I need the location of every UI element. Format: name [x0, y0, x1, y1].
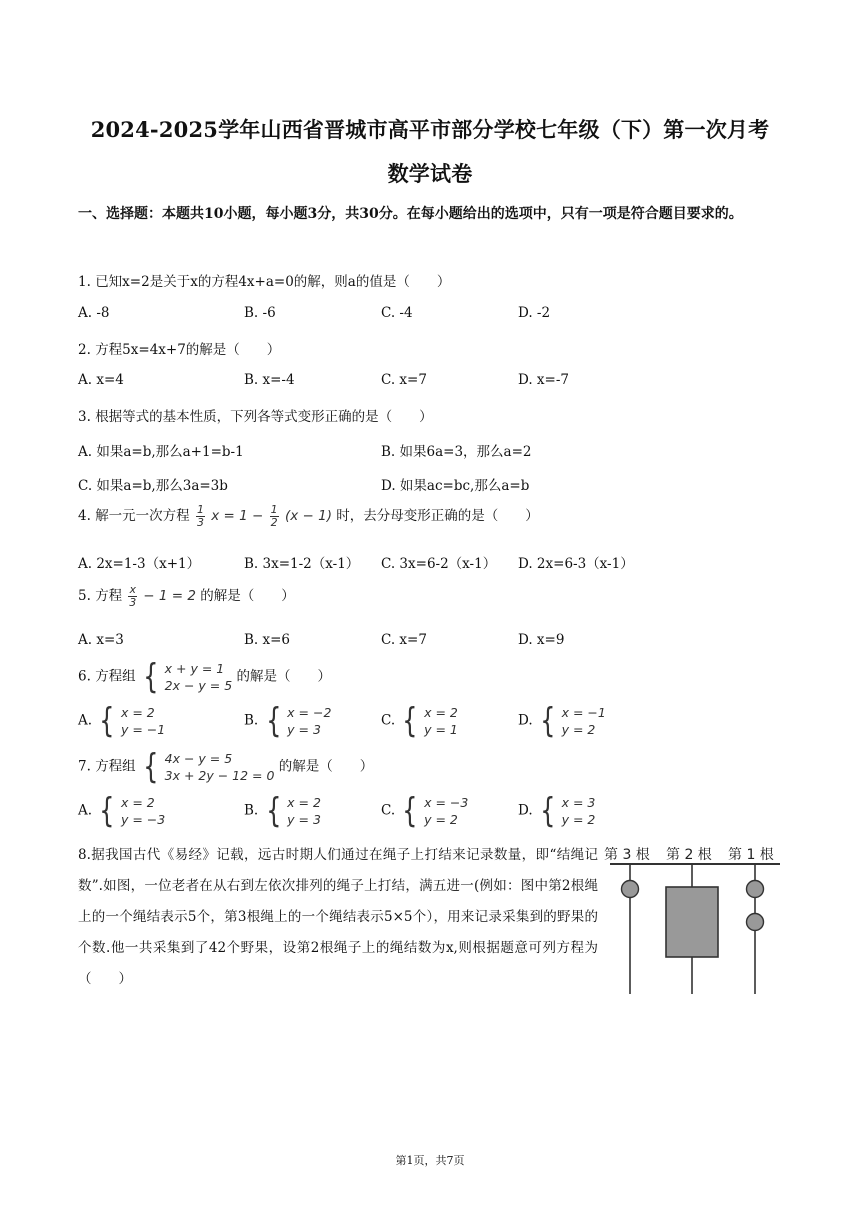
- fraction-one-half: $\frac{1}{2}$: [270, 503, 278, 529]
- question-text: 已知x=2是关于x的方程4x+a=0的解，则a的值是（ ）: [95, 274, 451, 290]
- question-text: 方程5x=4x+7的解是（ ）: [95, 342, 281, 358]
- option-a: A. 如果a=b,那么a+1=b-1: [78, 444, 244, 460]
- question-number: 6.: [78, 668, 91, 685]
- equation-system: { x + y = 1 2x − y = 5: [143, 657, 233, 697]
- question-number: 2.: [78, 342, 91, 358]
- option-c: C. { x = −3 y = 2: [381, 791, 469, 831]
- left-brace: {: [265, 701, 281, 741]
- question-number: 8.: [78, 847, 91, 863]
- option-b: B. 3x=1-2（x-1）: [244, 556, 360, 572]
- question-text-after: 的解是（ ）: [236, 668, 331, 685]
- question-2: [78, 338, 280, 358]
- option-b: B. x=-4: [244, 372, 295, 388]
- page-footer: 第1页，共7页: [395, 1154, 465, 1167]
- question-number: 4.: [78, 508, 91, 524]
- equation-system: { 4x − y = 5 3x + 2y − 12 = 0: [143, 747, 275, 787]
- rope-3-label: 第 3 根: [604, 847, 650, 863]
- option-a: A. -8: [78, 305, 110, 321]
- left-brace: {: [143, 747, 159, 787]
- fraction-one-third: $\frac{1}{3}$: [196, 503, 204, 529]
- rope-2-knot-block: [666, 887, 718, 957]
- option-d: D. { x = −1 y = 2: [518, 701, 606, 741]
- option-c: C. 3x=6-2（x-1）: [381, 556, 497, 572]
- question-3: [78, 405, 433, 425]
- section-heading: 一、选择题：本题共10小题，每小题3分，共30分。在每小题给出的选项中，只有一项是符合题目要求的。: [78, 206, 743, 222]
- left-brace: {: [540, 701, 556, 741]
- option-c: C. x=7: [381, 632, 427, 648]
- rope-3-knot: [622, 881, 639, 898]
- rope-1-knot-1: [747, 881, 764, 898]
- rope-1-knot-2: [747, 914, 764, 931]
- option-d: D. { x = 3 y = 2: [518, 791, 596, 831]
- knot-rope-figure: [600, 840, 785, 1000]
- option-d: D. x=-7: [518, 372, 570, 388]
- option-b: B. x=6: [244, 632, 291, 648]
- rope-drawing: [600, 840, 785, 1000]
- question-number: 1.: [78, 274, 91, 290]
- option-a: A. x=3: [78, 632, 124, 648]
- option-c: C. 如果a=b,那么3a=3b: [78, 478, 228, 494]
- option-d: D. 2x=6-3（x-1）: [518, 556, 634, 572]
- question-text-before: 方程: [95, 588, 123, 604]
- question-text-after: 时，去分母变形正确的是（ ）: [336, 508, 539, 524]
- question-1: [78, 270, 450, 290]
- question-5: [78, 584, 295, 609]
- question-text-before: 方程组: [95, 758, 136, 775]
- equation-middle: x = 1 −: [211, 508, 264, 524]
- option-c: C. x=7: [381, 372, 427, 388]
- option-b: B. { x = 2 y = 3: [244, 791, 321, 831]
- equation-tail: (x − 1): [284, 508, 332, 524]
- question-text-before: 方程组: [95, 668, 136, 685]
- option-a: A. { x = 2 y = −1: [78, 701, 166, 741]
- option-d: D. 如果ac=bc,那么a=b: [381, 478, 530, 494]
- question-7: [78, 747, 374, 787]
- question-4: [78, 504, 539, 529]
- left-brace: {: [265, 791, 281, 831]
- question-text: 据我国古代《易经》记载，远古时期人们通过在绳子上打结来记录数量，即“结绳记数”.如图，一位老者在从右到左依次排列的绳子上打结，满五进一(例如：图中第2根绳上的一个绳结表示5个，第3根绳上的一个绳结表示5×5个），用来记录采集到的野果的个数.他一共采集到了42个野果，设第2根绳子上的绳结数为x,则根据题意可列方程为（ ）: [78, 847, 598, 987]
- question-text-before: 解一元一次方程: [95, 508, 190, 524]
- option-b: B. -6: [244, 305, 276, 321]
- left-brace: {: [143, 657, 159, 697]
- rope-1-label: 第 1 根: [728, 847, 774, 863]
- question-number: 7.: [78, 758, 91, 775]
- left-brace: {: [99, 791, 115, 831]
- option-c: C. { x = 2 y = 1: [381, 701, 458, 741]
- equation-tail: − 1 = 2: [143, 588, 196, 604]
- option-b: B. 如果6a=3，那么a=2: [381, 444, 532, 460]
- left-brace: {: [402, 791, 418, 831]
- left-brace: {: [402, 701, 418, 741]
- left-brace: {: [540, 791, 556, 831]
- option-c: C. -4: [381, 305, 413, 321]
- option-a: A. { x = 2 y = −3: [78, 791, 166, 831]
- option-d: D. x=9: [518, 632, 565, 648]
- exam-title-line2: 数学试卷: [387, 161, 473, 186]
- rope-2-label: 第 2 根: [666, 847, 712, 863]
- exam-title-line1: 2024-2025学年山西省晋城市高平市部分学校七年级（下）第一次月考: [90, 117, 770, 142]
- question-number: 3.: [78, 409, 91, 425]
- option-d: D. -2: [518, 305, 551, 321]
- question-8: [78, 840, 598, 995]
- question-text-after: 的解是（ ）: [278, 758, 374, 775]
- fraction-x-over-3: $\frac{x}{3}$: [129, 583, 137, 609]
- left-brace: {: [99, 701, 115, 741]
- option-a: A. 2x=1-3（x+1）: [78, 556, 201, 572]
- question-6: [78, 657, 331, 697]
- option-a: A. x=4: [78, 372, 124, 388]
- question-number: 5.: [78, 588, 91, 604]
- question-text-after: 的解是（ ）: [200, 588, 295, 604]
- option-b: B. { x = −2 y = 3: [244, 701, 332, 741]
- question-text: 根据等式的基本性质，下列各等式变形正确的是（ ）: [95, 409, 433, 425]
